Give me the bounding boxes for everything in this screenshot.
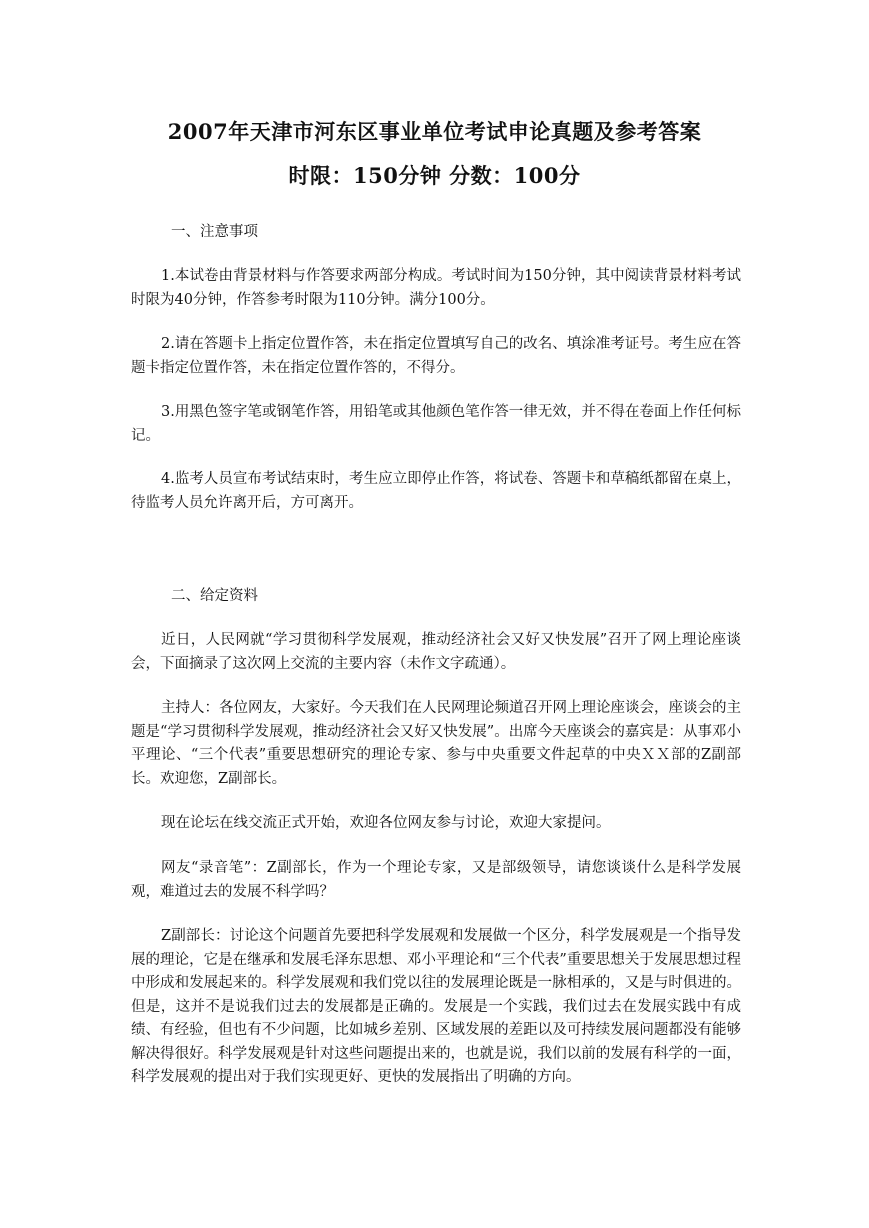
section-heading-notes: 一、注意事项	[171, 224, 258, 240]
notes-item-2: 2.请在答题卡上指定位置作答，未在指定位置填写自己的改名、填涂准考证号。考生应在答题卡指定位置作答，未在指定位置作答的，不得分。	[131, 336, 741, 376]
section-heading-materials: 二、给定资料	[171, 588, 258, 604]
document-subtitle: 时限：150分钟 分数：100分	[288, 163, 581, 188]
material-paragraph-3: 现在论坛在线交流正式开始，欢迎各位网友参与讨论，欢迎大家提问。	[161, 815, 611, 831]
notes-item-1: 1.本试卷由背景材料与作答要求两部分构成。考试时间为150分钟，其中阅读背景材料考试时限为40分钟，作答参考时限为110分钟。满分100分。	[131, 268, 741, 308]
material-paragraph-5: Z副部长：讨论这个问题首先要把科学发展观和发展做一个区分，科学发展观是一个指导发展的理论，它是在继承和发展毛泽东思想、邓小平理论和“三个代表”重要思想关于发展思想过程中形成和发展起来的。科学发展观和我们党以往的发展理论既是一脉相承的，又是与时俱进的。但是，这并不是说我们过去的发展都是正确的。发展是一个实践，我们过去在发展实践中有成绩、有经验，但也有不少问题，比如城乡差别、区域发展的差距以及可持续发展问题都没有能够解决得很好。科学发展观是针对这些问题提出来的，也就是说，我们以前的发展有科学的一面，科学发展观的提出对于我们实现更好、更快的发展指出了明确的方向。	[131, 928, 741, 1085]
material-paragraph-1: 近日，人民网就“学习贯彻科学发展观，推动经济社会又好又快发展”召开了网上理论座谈会，下面摘录了这次网上交流的主要内容（未作文字疏通）。	[131, 632, 741, 672]
material-paragraph-2: 主持人：各位网友，大家好。今天我们在人民网理论频道召开网上理论座谈会，座谈会的主题是“学习贯彻科学发展观，推动经济社会又好又快发展”。出席今天座谈会的嘉宾是：从事邓小平理论、“三个代表”重要思想研究的理论专家、参与中央重要文件起草的中央ＸＸ部的Z副部长。欢迎您，Z副部长。	[131, 700, 741, 787]
notes-item-4: 4.监考人员宣布考试结束时，考生应立即停止作答，将试卷、答题卡和草稿纸都留在桌上，待监考人员允许离开后，方可离开。	[131, 471, 741, 511]
material-paragraph-4: 网友“录音笔”：Z副部长，作为一个理论专家，又是部级领导，请您谈谈什么是科学发展观，难道过去的发展不科学吗？	[131, 860, 741, 900]
notes-item-3: 3.用黑色签字笔或钢笔作答，用铅笔或其他颜色笔作答一律无效，并不得在卷面上作任何标记。	[131, 404, 741, 444]
document-title: 2007年天津市河东区事业单位考试申论真题及参考答案	[167, 119, 702, 144]
